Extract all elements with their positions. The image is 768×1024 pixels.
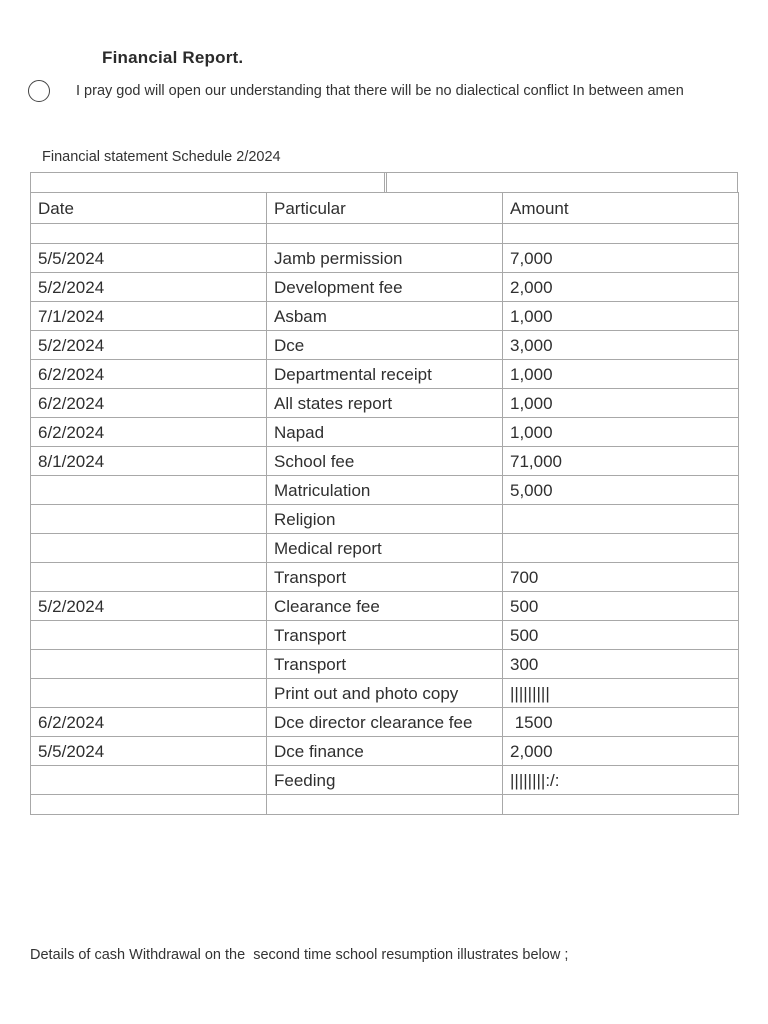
radio-button[interactable] xyxy=(28,80,50,102)
table-spacer-row xyxy=(31,224,739,244)
table-cell[interactable] xyxy=(503,224,739,244)
table-row xyxy=(31,679,739,708)
cell-particular[interactable]: Departmental receipt xyxy=(267,360,503,389)
cell-date[interactable] xyxy=(31,505,267,534)
header-date[interactable]: Date xyxy=(31,193,267,224)
cell-date[interactable]: 5/2/2024 xyxy=(31,331,267,360)
cell-particular[interactable]: Dce director clearance fee xyxy=(267,708,503,737)
cell-date[interactable] xyxy=(31,679,267,708)
cell-particular[interactable]: Clearance fee xyxy=(267,592,503,621)
table-top-cell[interactable] xyxy=(31,173,385,192)
table-row xyxy=(31,534,739,563)
cell-date[interactable] xyxy=(31,650,267,679)
header-particular[interactable]: Particular xyxy=(267,193,503,224)
cell-particular[interactable]: Transport xyxy=(267,650,503,679)
table-spacer-row xyxy=(31,795,739,815)
table-row xyxy=(31,621,739,650)
cell-particular[interactable]: Dce finance xyxy=(267,737,503,766)
cell-date[interactable]: 5/2/2024 xyxy=(31,592,267,621)
table-cell[interactable] xyxy=(267,224,503,244)
table-row xyxy=(31,273,739,302)
cell-amount[interactable]: 300 xyxy=(503,650,739,679)
cell-amount[interactable]: 2,000 xyxy=(503,273,739,302)
table-row xyxy=(31,505,739,534)
table-row xyxy=(31,766,739,795)
cell-particular[interactable]: Print out and photo copy xyxy=(267,679,503,708)
table-row xyxy=(31,708,739,737)
cell-date[interactable]: 5/5/2024 xyxy=(31,244,267,273)
cell-date[interactable]: 6/2/2024 xyxy=(31,418,267,447)
cell-amount[interactable]: 1,000 xyxy=(503,418,739,447)
table-header-row xyxy=(31,193,739,224)
table-row xyxy=(31,447,739,476)
cell-amount[interactable]: 1,000 xyxy=(503,389,739,418)
cell-amount[interactable]: ||||||||| xyxy=(503,679,739,708)
cell-amount[interactable]: 3,000 xyxy=(503,331,739,360)
table-cell[interactable] xyxy=(503,795,739,815)
table-row xyxy=(31,592,739,621)
cell-date[interactable]: 5/2/2024 xyxy=(31,273,267,302)
financial-table-wrapper xyxy=(30,172,738,815)
cell-particular[interactable]: Transport xyxy=(267,621,503,650)
cell-amount[interactable]: 2,000 xyxy=(503,737,739,766)
cell-date[interactable]: 6/2/2024 xyxy=(31,360,267,389)
cell-amount[interactable]: 5,000 xyxy=(503,476,739,505)
cell-date[interactable] xyxy=(31,534,267,563)
cell-particular[interactable]: Transport xyxy=(267,563,503,592)
table-top-row xyxy=(30,172,738,192)
cell-amount[interactable]: ||||||||:/: xyxy=(503,766,739,795)
financial-table xyxy=(30,192,739,815)
table-row xyxy=(31,302,739,331)
schedule-title: Financial statement Schedule 2/2024 xyxy=(42,149,281,165)
table-row xyxy=(31,389,739,418)
table-row xyxy=(31,737,739,766)
cell-date[interactable] xyxy=(31,766,267,795)
table-row xyxy=(31,650,739,679)
cell-date[interactable]: 5/5/2024 xyxy=(31,737,267,766)
cell-date[interactable] xyxy=(31,476,267,505)
cell-particular[interactable]: Jamb permission xyxy=(267,244,503,273)
report-title: Financial Report. xyxy=(102,48,244,67)
cell-amount[interactable]: 700 xyxy=(503,563,739,592)
cell-date[interactable] xyxy=(31,621,267,650)
table-row xyxy=(31,418,739,447)
cell-amount[interactable]: 500 xyxy=(503,621,739,650)
table-cell[interactable] xyxy=(31,795,267,815)
cell-particular[interactable]: School fee xyxy=(267,447,503,476)
header-amount[interactable]: Amount xyxy=(503,193,739,224)
table-row xyxy=(31,476,739,505)
cell-date[interactable]: 7/1/2024 xyxy=(31,302,267,331)
cell-amount[interactable] xyxy=(503,505,739,534)
withdrawal-details-note: Details of cash Withdrawal on the second time school resumption illustrates below ; xyxy=(30,947,569,963)
table-row xyxy=(31,331,739,360)
cell-particular[interactable]: Development fee xyxy=(267,273,503,302)
cell-date[interactable]: 8/1/2024 xyxy=(31,447,267,476)
prayer-text: I pray god will open our understanding that there will be no dialectical conflict In between amen xyxy=(76,83,684,99)
cell-amount[interactable]: 1,000 xyxy=(503,302,739,331)
cell-amount[interactable]: 71,000 xyxy=(503,447,739,476)
cell-particular[interactable]: Feeding xyxy=(267,766,503,795)
cell-particular[interactable]: Matriculation xyxy=(267,476,503,505)
cell-date[interactable]: 6/2/2024 xyxy=(31,389,267,418)
table-cell[interactable] xyxy=(267,795,503,815)
cell-amount[interactable]: 1,000 xyxy=(503,360,739,389)
cell-amount[interactable]: 500 xyxy=(503,592,739,621)
cell-amount[interactable]: 1500 xyxy=(503,708,739,737)
cell-particular[interactable]: All states report xyxy=(267,389,503,418)
table-top-cell[interactable] xyxy=(386,173,737,192)
cell-amount[interactable]: 7,000 xyxy=(503,244,739,273)
cell-particular[interactable]: Napad xyxy=(267,418,503,447)
cell-particular[interactable]: Religion xyxy=(267,505,503,534)
cell-particular[interactable]: Medical report xyxy=(267,534,503,563)
cell-amount[interactable] xyxy=(503,534,739,563)
table-row xyxy=(31,360,739,389)
table-row xyxy=(31,244,739,273)
table-cell[interactable] xyxy=(31,224,267,244)
cell-particular[interactable]: Asbam xyxy=(267,302,503,331)
table-row xyxy=(31,563,739,592)
cell-particular[interactable]: Dce xyxy=(267,331,503,360)
cell-date[interactable] xyxy=(31,563,267,592)
cell-date[interactable]: 6/2/2024 xyxy=(31,708,267,737)
